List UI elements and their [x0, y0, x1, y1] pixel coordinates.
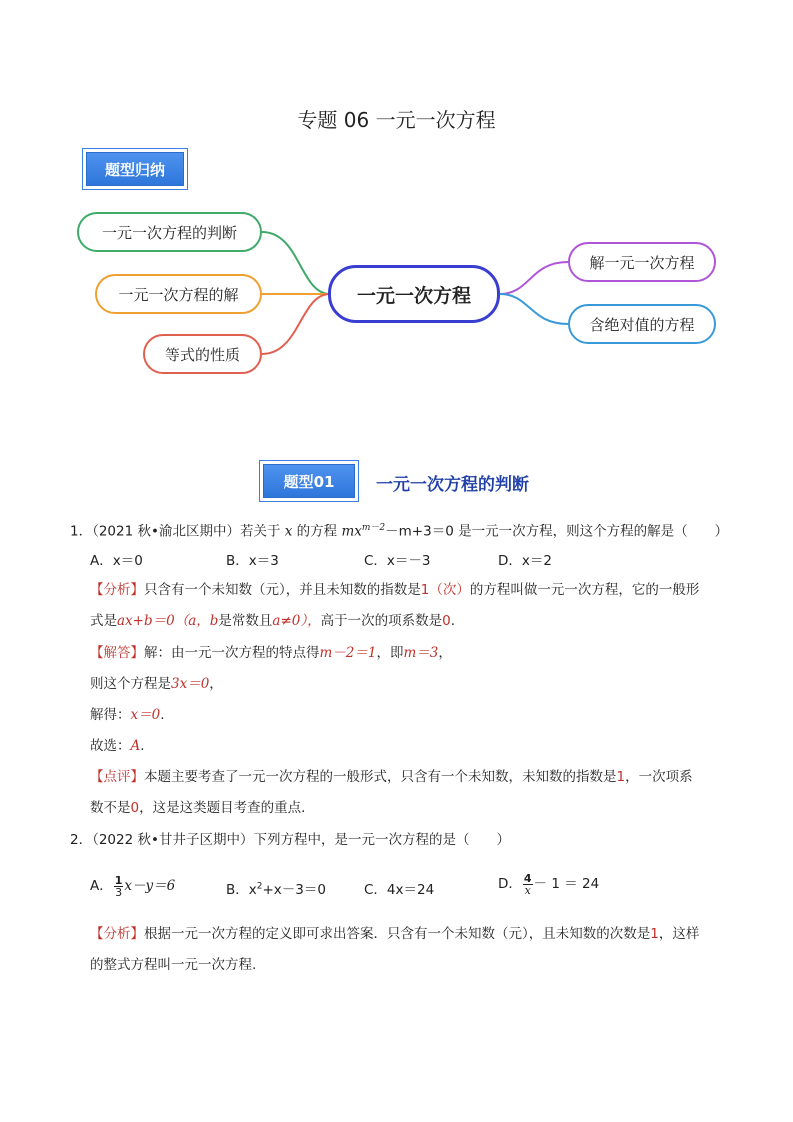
mindmap-node-judge: 一元一次方程的判断: [77, 212, 262, 252]
connector-solve: [500, 262, 568, 294]
section-badge: 题型01: [263, 464, 355, 498]
q1-answer-line1: 【解答】解：由一元一次方程的特点得m－2＝1，即m＝3，: [90, 645, 452, 661]
mindmap-node-abs: 含绝对值的方程: [568, 304, 716, 344]
mindmap-center-node: 一元一次方程: [328, 265, 500, 323]
q1-option-a: A．x＝0: [90, 553, 143, 569]
q1-analysis-line1: 【分析】只含有一个未知数（元），并且未知数的指数是1（次）的方程叫做一元一次方程，它的一般形: [90, 582, 700, 598]
q1-stem: 1．（2021 秋•渝北区期中）若关于 x 的方程 $mx^{m-2}-m+3=0$ 是一元一次方程，则这个方程的解是（ ）: [70, 523, 729, 540]
mindmap-node-solve: 解一元一次方程: [568, 242, 716, 282]
q1-comment-line1: 【点评】本题主要考查了一元一次方程的一般形式，只含有一个未知数，未知数的指数是1，一次项系: [90, 769, 693, 785]
q1-answer-line4: 故选：A.: [90, 738, 145, 754]
q1-option-d: D．x＝2: [498, 553, 552, 569]
q1-comment-line2: 数不是0，这是这类题目考查的重点.: [90, 800, 306, 816]
connector-judge: [262, 232, 330, 294]
q1-analysis-line2: 式是ax+b＝0（a，b是常数且a≠0），高于一次的项系数是0.: [90, 613, 455, 629]
q1-option-c: C．x＝－3: [364, 553, 431, 569]
q1-answer-line3: 解得：x＝0.: [90, 707, 165, 723]
q2-option-d: D． $\frac{4}{x}$ － 1 ＝ 24: [498, 871, 600, 897]
induction-badge: 题型归纳: [86, 152, 184, 186]
q2-stem: 2．（2022 秋•甘井子区期中）下列方程中，是一元一次方程的是（ ）: [70, 832, 510, 848]
connector-property: [262, 294, 330, 354]
mindmap-node-solution: 一元一次方程的解: [95, 274, 262, 314]
q1-option-b: B．x＝3: [226, 553, 279, 569]
connector-abs: [500, 294, 568, 324]
page-title: 专题 06 一元一次方程: [297, 108, 496, 132]
mindmap-node-property: 等式的性质: [143, 334, 262, 374]
q2-analysis-line2: 的整式方程叫一元一次方程.: [90, 957, 257, 973]
q1-answer-line2: 则这个方程是3x＝0，: [90, 676, 223, 692]
section-title: 一元一次方程的判断: [376, 475, 529, 495]
q2-option-a: A． $\frac{1}{3}$ x－y＝6: [90, 873, 176, 899]
q2-analysis-line1: 【分析】根据一元一次方程的定义即可求出答案．只含有一个未知数（元），且未知数的次数是1，这样: [90, 926, 700, 942]
q2-option-c: C．4x＝24: [364, 882, 435, 898]
q2-option-b: B．$x^2+x-3=0$: [226, 881, 326, 898]
